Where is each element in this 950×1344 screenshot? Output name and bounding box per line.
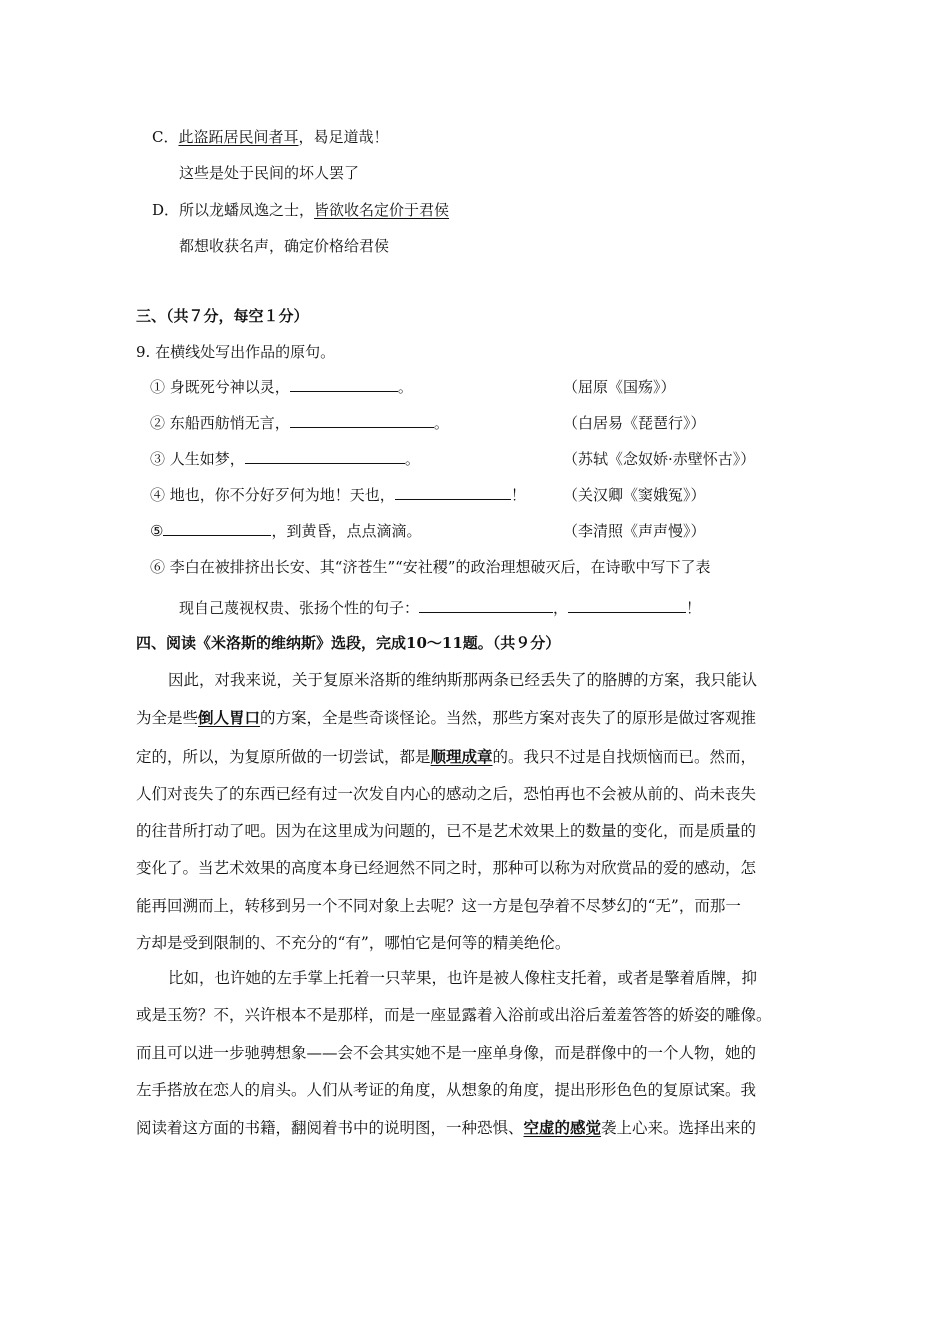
answer-blank[interactable]: [395, 485, 511, 500]
item-number: ③: [150, 450, 166, 468]
item-text: 地也，你不分好歹何为地！天也，: [169, 486, 395, 504]
item-number: ④: [150, 486, 166, 504]
option-d-line: [152, 199, 449, 220]
fill-item-5: [150, 520, 421, 541]
item-end: 。: [404, 450, 420, 468]
fill-item-6-line1: ⑥ 李白在被排挤出长安、其“济苍生”“安社稷”的政治理想破灭后，在诗歌中写下了表: [150, 558, 711, 576]
option-c-gloss: 这些是处于民间的坏人罢了: [179, 164, 360, 182]
item-text: 东船西舫悄无言，: [169, 414, 290, 432]
item-text: 人生如梦，: [169, 450, 245, 468]
option-c-underlined: 此盗跖居民间者耳: [178, 128, 299, 146]
item-source-3: （苏轼《念奴娇·赤壁怀古》）: [563, 450, 756, 468]
item-number: ⑤: [150, 522, 164, 540]
paragraph-line: 因此，对我来说，关于复原米洛斯的维纳斯那两条已经丢失了的胳膊的方案，我只能认: [168, 671, 758, 689]
question-9: 9. 在横线处写出作品的原句。: [136, 343, 336, 361]
fill-item-1: [150, 376, 413, 397]
section3-heading: 三、（共７分，每空１分）: [136, 307, 309, 325]
keyword-underlined: 空虚的感觉: [523, 1118, 602, 1138]
option-d-label: D．: [152, 201, 180, 219]
option-c-line: [152, 126, 389, 147]
item-end: ！: [686, 599, 702, 617]
paragraph-line: 为全是些倒人胃口的方案，全是些奇谈怪论。当然，那些方案对丧失了的原形是做过客观推: [136, 708, 757, 728]
paragraph-line: 人们对丧失了的东西已经有过一次发自内心的感动之后，恐怕再也不会被从前的、尚未丧失: [136, 784, 757, 803]
item-number: ①: [150, 378, 166, 396]
item-end: 。: [433, 414, 449, 432]
item-sep: ，: [553, 599, 569, 617]
section4-heading: 四、阅读《米洛斯的维纳斯》选段，完成10～11题。（共９分）: [136, 634, 561, 652]
option-d-gloss: 都想收获名声，确定价格给君侯: [179, 237, 390, 255]
paragraph-line: 方却是受到限制的、不充分的“有”，哪怕它是何等的精美绝伦。: [136, 934, 571, 953]
answer-blank[interactable]: [245, 449, 405, 464]
passage-paragraph-1: [136, 662, 816, 962]
answer-blank[interactable]: [290, 377, 398, 392]
fill-item-3: [150, 448, 420, 469]
answer-blank[interactable]: [163, 521, 271, 536]
paragraph-line: 阅读着这方面的书籍，翻阅着书中的说明图，一种恐惧、空虚的感觉袭上心来。选择出来的: [136, 1118, 757, 1138]
passage-paragraph-2: [136, 960, 816, 1147]
item-source-5: （李清照《声声慢》）: [563, 522, 706, 540]
option-d-plain: 所以龙蟠凤逸之士，: [179, 201, 315, 219]
fill-item-4: [150, 484, 526, 505]
paragraph-line: 左手搭放在恋人的肩头。人们从考证的角度，从想象的角度，提出形形色色的复原试案。我: [136, 1080, 757, 1099]
item-text: 现自己蔑视权贵、张扬个性的句子：: [179, 599, 420, 617]
paragraph-line: 比如，也许她的左手掌上托着一只苹果，也许是被人像柱支托着，或者是擎着盾牌，抑: [168, 969, 758, 987]
item-source-1: （屈原《国殇》）: [563, 378, 676, 396]
item-text: 身既死兮神以灵，: [169, 378, 290, 396]
fill-item-2: [150, 412, 449, 433]
answer-blank[interactable]: [568, 598, 686, 613]
keyword-underlined: 顺理成章: [430, 746, 493, 766]
paragraph-line: 的往昔所打动了吧。因为在这里成为问题的，已不是艺术效果上的数量的变化，而是质量的: [136, 822, 757, 841]
paragraph-line: 能再回溯而上，转移到另一个不同对象上去呢？这一方是包孕着不尽梦幻的“无”，而那一: [136, 896, 741, 915]
keyword-underlined: 倒人胃口: [198, 708, 261, 728]
item-end: 。: [397, 378, 413, 396]
answer-blank[interactable]: [290, 413, 434, 428]
item-end: ，到黄昏，点点滴滴。: [271, 522, 422, 540]
paragraph-line: 变化了。当艺术效果的高度本身已经迥然不同之时，那种可以称为对欣赏品的爱的感动，怎: [136, 859, 757, 878]
option-d-underlined: 皆欲收名定价于君侯: [314, 201, 450, 219]
fill-item-6-line2: [179, 597, 701, 618]
item-source-2: （白居易《琵琶行》）: [563, 414, 706, 432]
item-source-4: （关汉卿《窦娥冤》）: [563, 486, 706, 504]
paragraph-line: 定的，所以，为复原所做的一切尝试，都是顺理成章的。我只不过是自找烦恼而已。然而，: [136, 746, 757, 766]
paragraph-line: 而且可以进一步驰骋想象——会不会其实她不是一座单身像，而是群像中的一个人物，她的: [136, 1043, 757, 1062]
item-end: ！: [510, 486, 526, 504]
answer-blank[interactable]: [419, 598, 553, 613]
paragraph-line: 或是玉笏？不，兴许根本不是那样，而是一座显露着入浴前或出浴后羞羞答答的娇姿的雕像。: [136, 1006, 772, 1025]
option-c-label: C．: [152, 128, 179, 146]
item-number: ②: [150, 414, 166, 432]
option-c-rest: ，曷足道哉！: [298, 128, 389, 146]
